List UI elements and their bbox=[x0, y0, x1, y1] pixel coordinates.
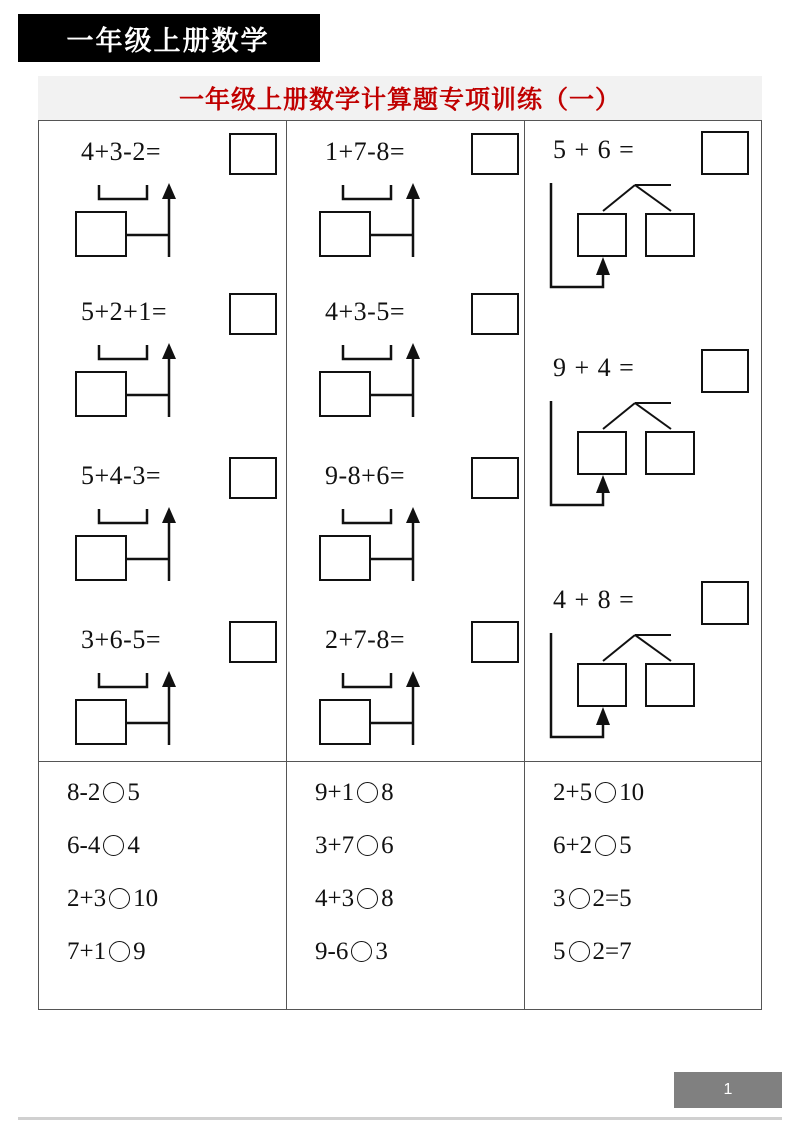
comparison-left: 7+1 bbox=[67, 938, 107, 965]
comparison-item[interactable] bbox=[553, 780, 761, 805]
worksheet-subtitle: 一年级上册数学计算题专项训练（一） bbox=[178, 87, 621, 114]
comparison-circle-icon[interactable] bbox=[109, 888, 130, 909]
comparison-right: 3 bbox=[375, 938, 388, 965]
comparison-circle-icon[interactable] bbox=[357, 835, 378, 856]
comparison-circle-icon[interactable] bbox=[103, 835, 124, 856]
comparison-left: 5 bbox=[553, 938, 566, 965]
comparison-right: 2=5 bbox=[592, 885, 632, 912]
problem-column-1 bbox=[39, 121, 287, 761]
problem-item bbox=[287, 129, 524, 279]
comparison-right: 2=7 bbox=[592, 938, 632, 965]
footer-page-badge bbox=[674, 1072, 782, 1108]
problem-expression: 2+7-8= bbox=[325, 625, 405, 654]
comparison-left: 3 bbox=[553, 885, 566, 912]
comparison-right: 10 bbox=[133, 885, 159, 912]
comparison-left: 9-6 bbox=[315, 938, 349, 965]
comparison-right: 4 bbox=[127, 832, 140, 859]
problem-expression: 5+2+1= bbox=[81, 297, 167, 326]
comparison-circle-icon[interactable] bbox=[595, 782, 616, 803]
problem-item bbox=[525, 577, 761, 789]
problem-expression: 4+3-5= bbox=[325, 297, 405, 326]
problem-expression: 4 + 8 = bbox=[553, 585, 635, 614]
comparison-item[interactable] bbox=[67, 939, 286, 964]
problem-item bbox=[39, 289, 286, 439]
comparison-item[interactable] bbox=[553, 886, 761, 911]
problem-item bbox=[287, 617, 524, 767]
header-title-bar bbox=[18, 14, 318, 62]
problem-expression: 4+3-2= bbox=[81, 137, 161, 166]
decomposition-tree-diagram bbox=[525, 577, 761, 789]
step-arrow-diagram bbox=[39, 129, 287, 279]
step-arrow-diagram bbox=[39, 289, 287, 439]
comparison-item[interactable] bbox=[315, 886, 524, 911]
problem-item bbox=[287, 453, 524, 603]
comparison-circle-icon[interactable] bbox=[351, 941, 372, 962]
comparison-right: 6 bbox=[381, 832, 394, 859]
problem-item bbox=[39, 453, 286, 603]
decomposition-tree-diagram bbox=[525, 127, 761, 339]
problem-item bbox=[287, 289, 524, 439]
worksheet-table bbox=[38, 120, 762, 1010]
comparison-circle-icon[interactable] bbox=[357, 888, 378, 909]
comparison-item[interactable] bbox=[553, 939, 761, 964]
header-divider bbox=[318, 14, 320, 62]
comparison-left: 8-2 bbox=[67, 779, 101, 806]
comparison-right: 9 bbox=[133, 938, 146, 965]
comparison-item[interactable] bbox=[67, 780, 286, 805]
problem-item bbox=[39, 129, 286, 279]
comparison-circle-icon[interactable] bbox=[569, 941, 590, 962]
comparison-column-2 bbox=[287, 762, 525, 1010]
step-arrow-diagram bbox=[287, 129, 525, 279]
comparison-grid bbox=[39, 761, 761, 1010]
comparison-circle-icon[interactable] bbox=[103, 782, 124, 803]
step-arrow-diagram bbox=[39, 617, 287, 767]
comparison-left: 3+7 bbox=[315, 832, 355, 859]
comparison-item[interactable] bbox=[315, 780, 524, 805]
comparison-circle-icon[interactable] bbox=[109, 941, 130, 962]
problem-expression: 9 + 4 = bbox=[553, 353, 635, 382]
comparison-item[interactable] bbox=[553, 833, 761, 858]
comparison-column-1 bbox=[39, 762, 287, 1010]
page-number: 1 bbox=[723, 1081, 733, 1098]
comparison-right: 10 bbox=[619, 779, 645, 806]
comparison-right: 8 bbox=[381, 779, 394, 806]
subtitle-band bbox=[38, 76, 762, 120]
comparison-circle-icon[interactable] bbox=[569, 888, 590, 909]
problem-item bbox=[525, 345, 761, 557]
problem-expression: 3+6-5= bbox=[81, 625, 161, 654]
comparison-left: 9+1 bbox=[315, 779, 355, 806]
comparison-left: 2+3 bbox=[67, 885, 107, 912]
step-arrow-diagram bbox=[287, 453, 525, 603]
comparison-circle-icon[interactable] bbox=[595, 835, 616, 856]
comparison-left: 2+5 bbox=[553, 779, 593, 806]
comparison-item[interactable] bbox=[67, 886, 286, 911]
comparison-left: 6+2 bbox=[553, 832, 593, 859]
comparison-item[interactable] bbox=[315, 939, 524, 964]
problem-item bbox=[39, 617, 286, 767]
problem-column-3 bbox=[525, 121, 761, 761]
comparison-right: 8 bbox=[381, 885, 394, 912]
problem-expression: 1+7-8= bbox=[325, 137, 405, 166]
problem-expression: 9-8+6= bbox=[325, 461, 405, 490]
problems-grid bbox=[39, 121, 761, 761]
problem-expression: 5+4-3= bbox=[81, 461, 161, 490]
comparison-left: 6-4 bbox=[67, 832, 101, 859]
comparison-right: 5 bbox=[127, 779, 140, 806]
step-arrow-diagram bbox=[287, 289, 525, 439]
comparison-circle-icon[interactable] bbox=[357, 782, 378, 803]
problem-column-2 bbox=[287, 121, 525, 761]
problem-expression: 5 + 6 = bbox=[553, 135, 635, 164]
comparison-item[interactable] bbox=[315, 833, 524, 858]
footer-divider bbox=[18, 1117, 782, 1120]
decomposition-tree-diagram bbox=[525, 345, 761, 557]
problem-item bbox=[525, 127, 761, 339]
comparison-item[interactable] bbox=[67, 833, 286, 858]
step-arrow-diagram bbox=[39, 453, 287, 603]
step-arrow-diagram bbox=[287, 617, 525, 767]
page-title: 一年级上册数学 bbox=[66, 25, 270, 56]
comparison-right: 5 bbox=[619, 832, 632, 859]
comparison-column-3 bbox=[525, 762, 761, 1010]
comparison-left: 4+3 bbox=[315, 885, 355, 912]
